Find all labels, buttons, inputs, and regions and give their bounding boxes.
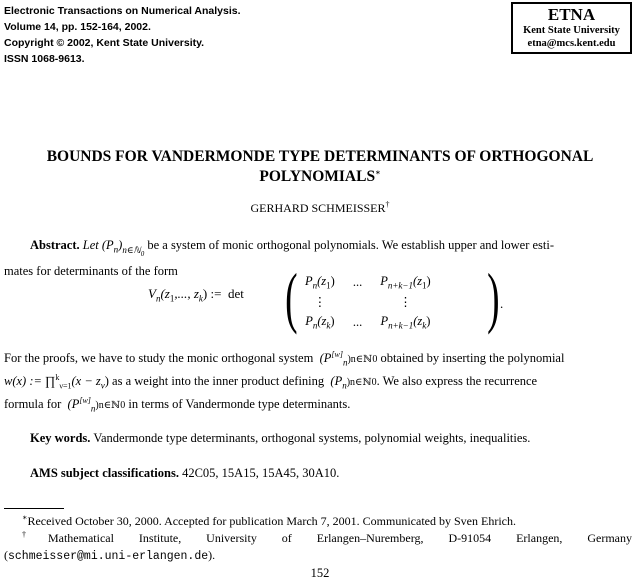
footnote-rule [4, 508, 64, 509]
matrix-vdots-1: ⋮ [313, 295, 327, 309]
abstract-text-2: mates for determinants of the form [4, 264, 178, 279]
matrix-right-paren: ) [487, 259, 500, 335]
journal-name: Electronic Transactions on Numerical Analysis. [4, 5, 241, 17]
title-footnote-mark: ∗ [375, 167, 381, 177]
footnote-email-line: (schmeisser@mi.uni-erlangen.de). [4, 548, 216, 563]
author-footnote-mark: † [385, 200, 390, 209]
author-line [0, 201, 640, 216]
footnote-1-text: Received October 30, 2000. Accepted for publication March 7, 2001. Communicated by Sven Ehrich. [27, 514, 516, 528]
matrix-cell-1-1: $P_n(z_1)$ [305, 273, 335, 291]
footnote-1-mark: ∗ [22, 513, 28, 522]
equation-period: . [500, 296, 504, 311]
ams-paragraph [4, 464, 632, 482]
journal-issn: ISSN 1068-9613. [4, 53, 85, 65]
matrix-cell-1-2: $P_{n+k-1}(z_1)$ [380, 273, 431, 291]
paper-title [0, 147, 640, 187]
abstract-label: Abstract. [30, 238, 80, 252]
footnote-2-mark: † [22, 530, 48, 539]
matrix-cell-2-1: $P_n(z_k)$ [305, 313, 335, 331]
title-line-2 [0, 167, 640, 187]
page-number: 152 [310, 566, 330, 580]
footnote-affiliation [4, 530, 632, 547]
body-line-3: formula for $(P[w]_n)n\in ℕ0$ in terms of Vandermonde type determinants. [4, 395, 351, 414]
det-operator: det [227, 286, 244, 301]
footnote-2-text: Mathematical Institute, University of Erlangen–Nuremberg, D-91054 Erlangen, Germany [47, 531, 632, 545]
title-line-1: BOUNDS FOR VANDERMONDE TYPE DETERMINANTS OF ORTHOGONAL [46, 148, 594, 165]
etna-logo-box [511, 2, 632, 54]
matrix-left-paren: ( [285, 259, 298, 335]
determinant-matrix [296, 272, 440, 332]
body-line-1: For the proofs, we have to study the monic orthogonal system $(P[w]_n)n\in ℕ0$ obtained by inserting the polynomial [4, 349, 565, 368]
keywords-text: Vandermonde type determinants, orthogonal systems, polynomial weights, inequalities. [93, 431, 531, 445]
matrix-hdots-1: ... [352, 274, 363, 289]
body-line-2: w(x) := ∏$^k_{\nu=1}$(x − $z_\nu$) as a weight into the inner product defining $(P_n)n\in ℕ0$. We also express the recurrence [4, 372, 538, 390]
ams-text: 42C05, 15A15, 15A45, 30A10. [182, 466, 340, 480]
abstract-math-1: Let $(P_n)_{n\in ℕ_0}$ [82, 238, 145, 258]
journal-header [4, 3, 241, 67]
journal-volume: Volume 14, pp. 152-164, 2002. [4, 21, 151, 33]
etna-university: Kent State University [523, 25, 620, 36]
body-paragraph [4, 349, 632, 418]
author-name: GERHARD SCHMEISSER [250, 201, 386, 215]
keywords-label: Key words. [30, 431, 91, 445]
keywords-paragraph [4, 429, 632, 447]
author-email-link[interactable]: schmeisser@mi.uni-erlangen.de [8, 550, 209, 563]
title-line-2-text: POLYNOMIALS [259, 168, 376, 185]
abstract-text-1: be a system of monic orthogonal polynomials. We establish upper and lower esti- [144, 238, 555, 252]
footnote-received [4, 513, 632, 530]
equation-lhs: $V_n(z_1$,..., $z_k$) := det [148, 286, 244, 304]
ams-label: AMS subject classifications. [30, 466, 179, 480]
matrix-hdots-2: ... [352, 314, 363, 329]
matrix-vdots-2: ⋮ [399, 295, 412, 309]
journal-copyright: Copyright © 2002, Kent State University. [4, 37, 205, 49]
matrix-cell-2-2: $P_{n+k-1}(z_k)$ [380, 313, 431, 331]
etna-name: ETNA [547, 5, 596, 24]
etna-email: etna@mcs.kent.edu [527, 38, 616, 49]
